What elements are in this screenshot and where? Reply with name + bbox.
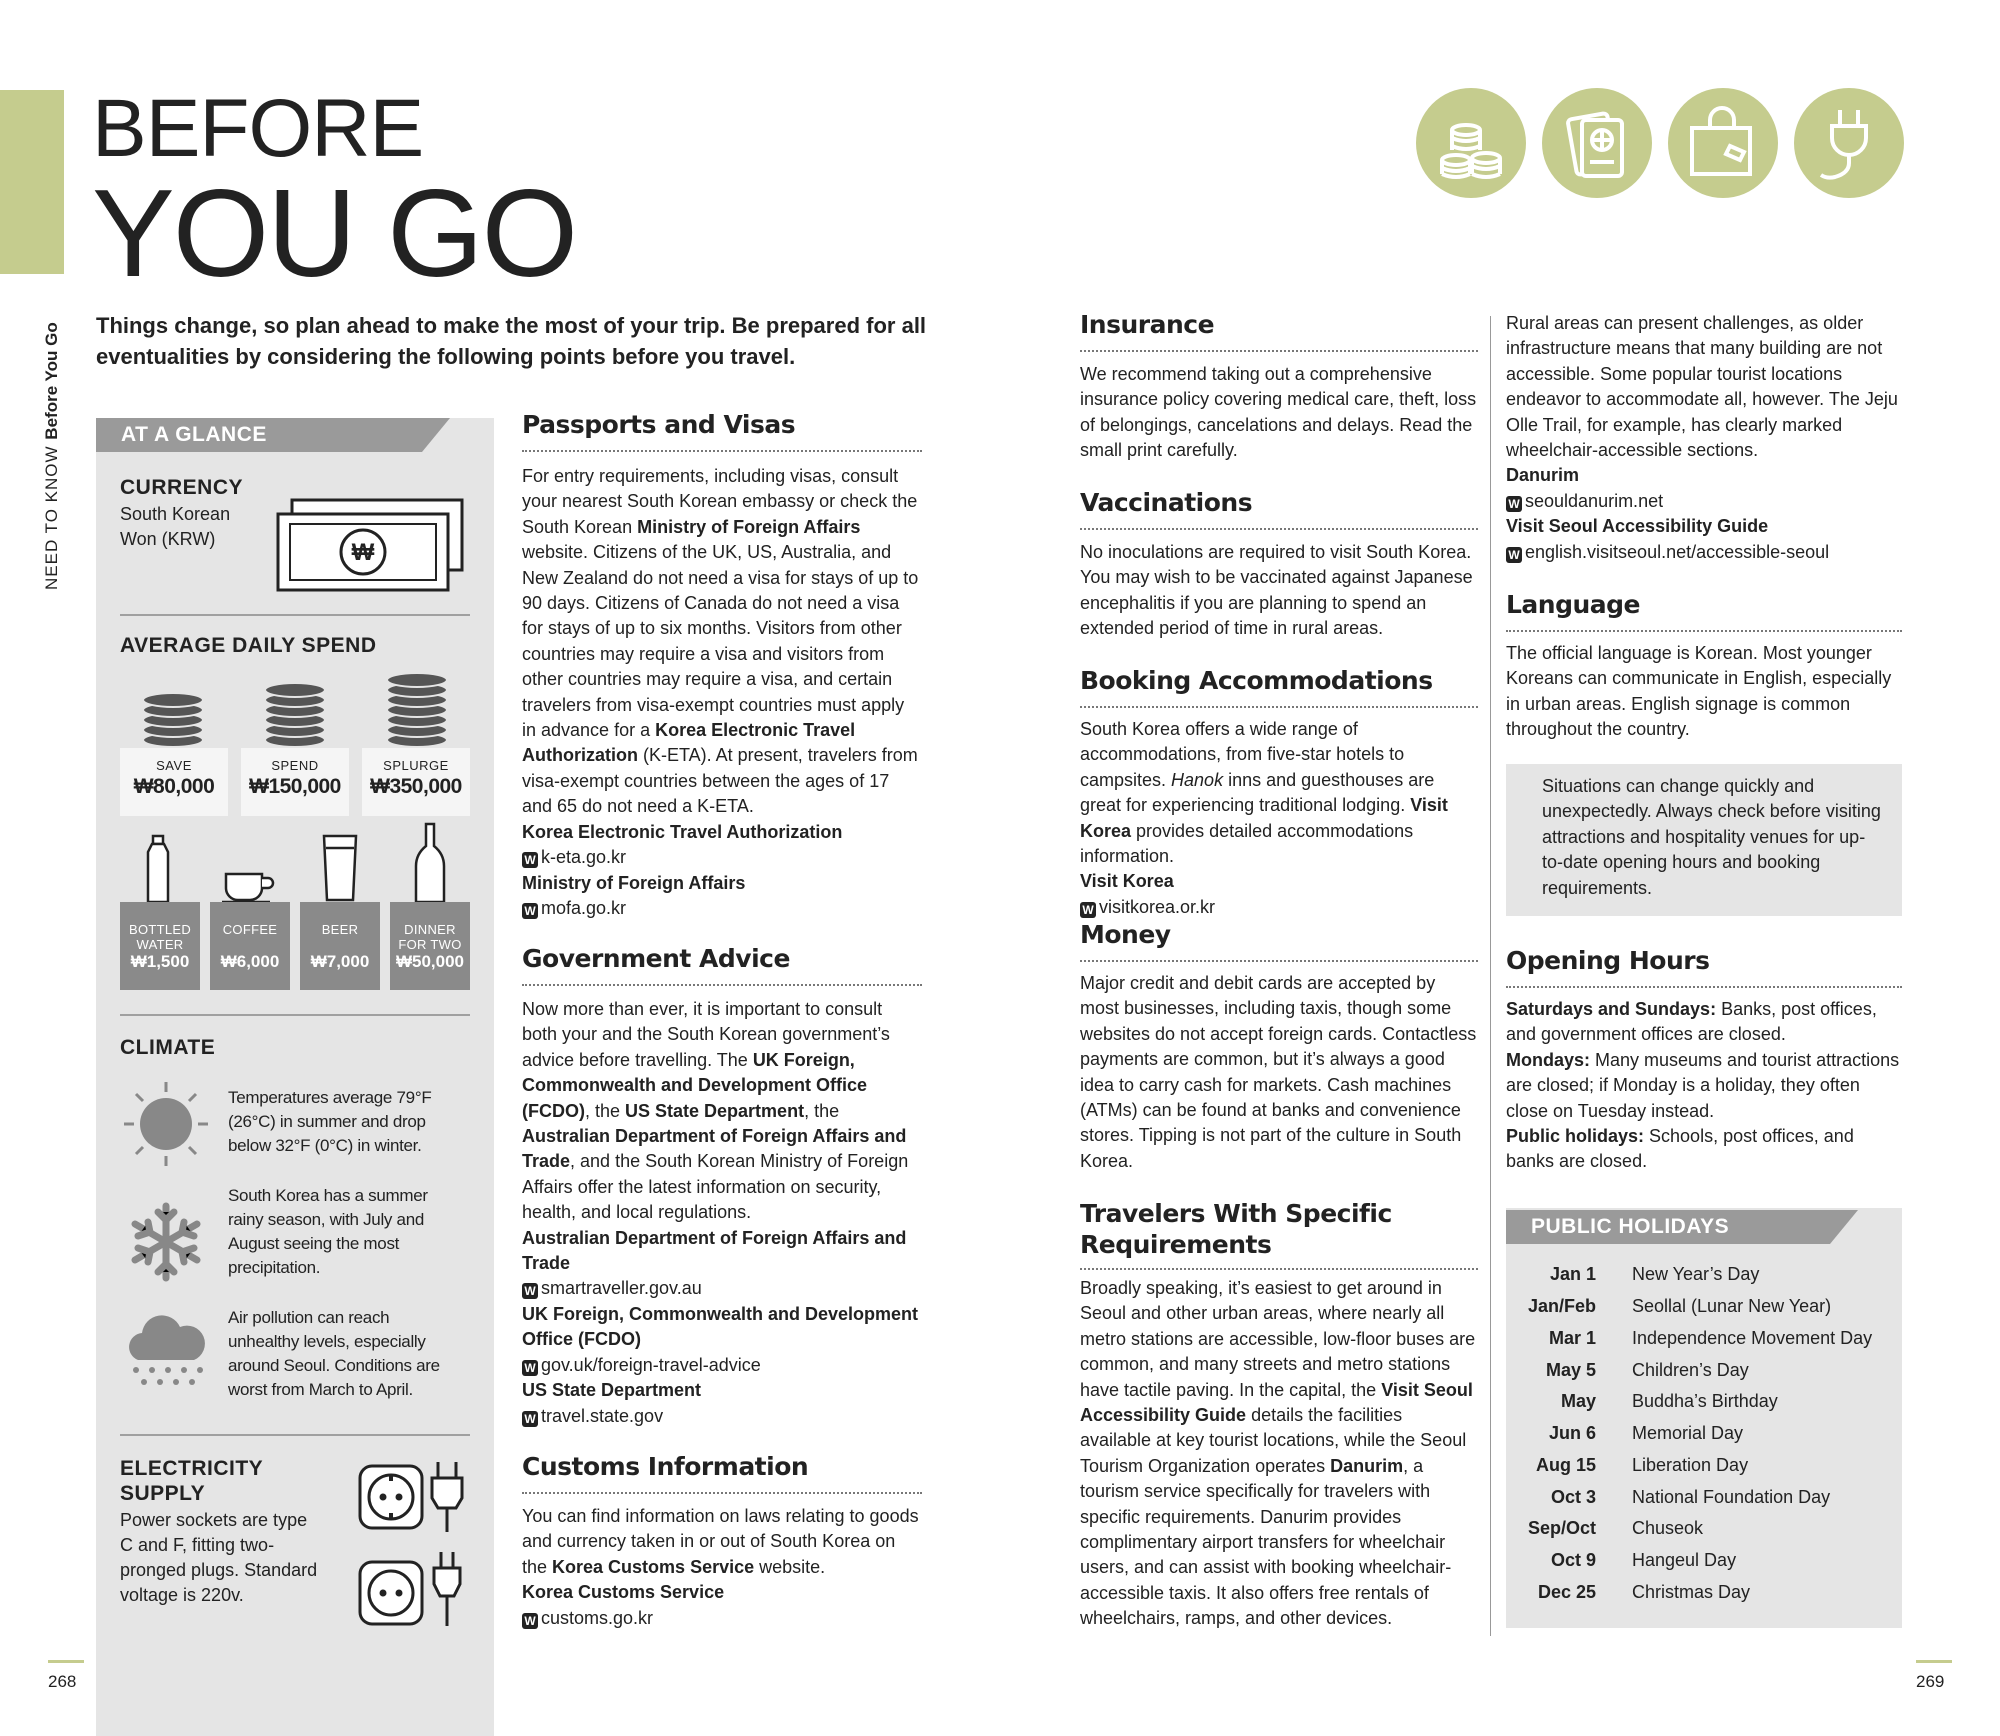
rain-cloud-icon bbox=[124, 1308, 208, 1392]
page-number-right: 269 bbox=[1916, 1672, 1945, 1691]
divider bbox=[1506, 630, 1902, 632]
web-icon: W bbox=[522, 903, 538, 919]
holiday-row: Dec 25 Christmas Day bbox=[1537, 1582, 1751, 1602]
shopping-bag-icon bbox=[1668, 88, 1778, 198]
price-bottled-water: BOTTLED WATER ₩1,500 bbox=[120, 902, 200, 990]
holiday-row: Sep/Oct Chuseok bbox=[1527, 1518, 1704, 1538]
climate-text-air-pollution: Air pollution can reach unhealthy levels, especially around Seoul. Conditions are worst from March to April. bbox=[228, 1308, 440, 1399]
wine-bottle-icon bbox=[412, 822, 448, 904]
currency-heading: CURRENCY bbox=[120, 476, 244, 499]
page-number-bar bbox=[48, 1660, 84, 1663]
holiday-row: Oct 9 Hangeul Day bbox=[1550, 1550, 1737, 1570]
spend-tier-spend: SPEND ₩150,000 bbox=[241, 748, 349, 816]
link-danurim[interactable]: seouldanurim.net bbox=[1525, 490, 1664, 511]
coins-icon bbox=[1416, 88, 1526, 198]
link-mofa[interactable]: mofa.go.kr bbox=[541, 897, 627, 918]
note-text: Situations can change quickly and unexpectedly. Always check before visiting attractions and hospitality venues for up-to-date opening hours and booking requirements. bbox=[1542, 776, 1881, 898]
government-heading: Government Advice bbox=[522, 944, 790, 973]
page-number-left: 268 bbox=[48, 1672, 77, 1691]
insurance-text: We recommend taking out a comprehensive insurance policy covering medical care, theft, loss of belongings, cancelations and delays. Read the small print carefully. bbox=[1080, 364, 1477, 461]
daily-spend-heading: AVERAGE DAILY SPEND bbox=[120, 634, 377, 657]
language-text: The official language is Korean. Most younger Koreans can communicate in English, especially in urban areas. English signage is common throughout the country. bbox=[1506, 643, 1892, 740]
link-visitkorea[interactable]: visitkorea.or.kr bbox=[1099, 896, 1216, 917]
link-k-eta[interactable]: k-eta.go.kr bbox=[541, 847, 627, 868]
coffee-cup-icon bbox=[220, 870, 280, 906]
at-a-glance-banner: AT A GLANCE bbox=[96, 418, 422, 452]
page-number-bar bbox=[1916, 1660, 1952, 1663]
holiday-row: May Buddha’s Birthday bbox=[1560, 1391, 1778, 1411]
opening-hours-heading: Opening Hours bbox=[1506, 946, 1710, 975]
divider bbox=[1080, 350, 1478, 352]
divider bbox=[522, 984, 922, 986]
coin-stack-icon bbox=[140, 688, 206, 748]
climate-text-temperature: Temperatures average 79°F (26°C) in summer and drop below 32°F (0°C) in winter. bbox=[228, 1088, 432, 1155]
divider bbox=[1080, 960, 1478, 962]
web-icon: W bbox=[522, 1613, 538, 1629]
web-icon: W bbox=[522, 852, 538, 868]
opening-hours-text: Saturdays and Sundays: Banks, post offices, and government offices are closed. Mondays: Many museums and tourist attractions are closed; if Monday is a holiday, they often close on Tuesday instead. Public holidays: Schools, post offices, and banks are closed. bbox=[1506, 999, 1900, 1172]
divider bbox=[522, 450, 922, 452]
vaccinations-heading: Vaccinations bbox=[1080, 488, 1253, 517]
electricity-heading: ELECTRICITY SUPPLY bbox=[120, 1457, 263, 1505]
price-coffee: COFFEE ₩6,000 bbox=[210, 902, 290, 990]
holiday-row: Aug 15 Liberation Day bbox=[1535, 1455, 1749, 1475]
link-customs[interactable]: customs.go.kr bbox=[541, 1607, 654, 1628]
divider bbox=[120, 1014, 470, 1016]
climate-heading: CLIMATE bbox=[120, 1036, 216, 1059]
spend-tier-save: SAVE ₩80,000 bbox=[120, 748, 228, 816]
travelers-text-continued: Rural areas can present challenges, as older infrastructure means that many building are not accessible. Some popular tourist locations endeavor to accommodate all, however. The Jeju Olle Trail, for example, has clearly marked wheelchair-accessible sections. Danurim W seouldanurim.net Visit Seoul Accessibility Guide W english.visitseoul.net/accessible-seoul bbox=[1506, 313, 1898, 562]
holiday-row: Jan 1 New Year’s Day bbox=[1549, 1264, 1760, 1284]
page-title-line1: BEFORE bbox=[92, 83, 424, 174]
travelers-text: Broadly speaking, it’s easiest to get around in Seoul and other urban areas, where nearly all metro stations are accessible, low-floor buses are common, and many streets and metro stations have tactile paving. In the capital, the Visit Seoul Accessibility Guide details the facilities available at key tourist locations, while the Seoul Tourism Organization operates Danurim, a tourism service specifically for travelers with specific requirements. Danurim provides complimentary airport transfers for wheelchair users, and can assist with booking wheelchair-accessible taxis. It also offers free rentals of wheelchairs, ramps, and other devices. bbox=[1080, 1278, 1476, 1629]
money-heading: Money bbox=[1080, 920, 1171, 949]
intro-text: Things change, so plan ahead to make the most of your trip. Be prepared for all eventualities by considering the following points before you travel. bbox=[96, 313, 927, 369]
sun-icon bbox=[120, 1078, 212, 1170]
divider bbox=[1080, 1268, 1478, 1270]
beer-glass-icon bbox=[320, 832, 360, 904]
price-dinner-for-two: DINNER FOR TWO ₩50,000 bbox=[390, 902, 470, 990]
column-rule bbox=[1490, 316, 1491, 1636]
electricity-text: Power sockets are type C and F, fitting two-pronged plugs. Standard voltage is 220v. bbox=[120, 1510, 318, 1605]
web-icon: W bbox=[522, 1360, 538, 1376]
svg-text:₩: ₩ bbox=[351, 539, 375, 566]
currency-text: South Korean Won (KRW) bbox=[120, 504, 231, 549]
page-title-line2: YOU GO bbox=[92, 165, 577, 303]
web-icon: W bbox=[522, 1283, 538, 1299]
web-icon: W bbox=[1506, 496, 1522, 512]
government-text: Now more than ever, it is important to consult both your and the South Korean government’s advice before travelling. The UK Foreign, Commonwealth and Development Office (FCDO), the US State Department, the Australian Department of Foreign Affairs and Trade, and the South Korean Ministry of Foreign Affairs offer the latest information on security, health, and local regulations. Australian Department of Foreign Affairs and Trade W smartraveller.gov.au UK Foreign, Commonwealth and Development Office (FCDO) W gov.uk/foreign-travel-advice US State Department W travel.state.gov bbox=[522, 999, 919, 1426]
holiday-row: Jun 6 Memorial Day bbox=[1548, 1423, 1744, 1443]
passports-heading: Passports and Visas bbox=[522, 410, 796, 439]
holiday-row: May 5 Children’s Day bbox=[1545, 1360, 1749, 1380]
booking-text: South Korea offers a wide range of accommodations, from five-star hotels to campsites. Hanok inns and guesthouses are great for experiencing traditional lodging. Visit Korea provides detailed accommodations information. Visit Korea W visitkorea.or.kr bbox=[1080, 719, 1448, 917]
web-icon: W bbox=[522, 1411, 538, 1427]
divider bbox=[522, 1492, 922, 1494]
language-heading: Language bbox=[1506, 590, 1641, 619]
passport-icon bbox=[1542, 88, 1652, 198]
vaccinations-text: No inoculations are required to visit South Korea. You may wish to be vaccinated against Japanese encephalitis if you are planning to spend an extended period of time in rural areas. bbox=[1080, 542, 1473, 639]
running-head: NEED TO KNOW Before You Go bbox=[42, 322, 61, 590]
chapter-tab bbox=[0, 90, 64, 274]
bottle-icon bbox=[142, 834, 174, 904]
climate-text-rainy-season: South Korea has a summer rainy season, with July and August seeing the most precipitation. bbox=[228, 1186, 428, 1277]
banknote-icon bbox=[272, 496, 472, 600]
customs-text: You can find information on laws relating to goods and currency taken in or out of South Korea on the Korea Customs Service website. Korea Customs Service W customs.go.kr bbox=[522, 1506, 919, 1628]
holiday-row: Oct 3 National Foundation Day bbox=[1550, 1487, 1831, 1507]
divider bbox=[1506, 986, 1902, 988]
socket-type-f-icon bbox=[356, 1458, 476, 1534]
web-icon: W bbox=[1080, 902, 1096, 918]
web-icon: W bbox=[1506, 547, 1522, 563]
passports-text: For entry requirements, including visas, consult your nearest South Korean embassy or check the South Korean Ministry of Foreign Affairs website. Citizens of the UK, US, Australia, and New Zealand do not need a visa for stays of up to 90 days. Citizens of Canada do not need a visa for stays of up to six months. Visitors from other countries may require a visa and visitors from other countries may require a visa, and certain travelers from visa-exempt countries must apply in advance for a Korea Electronic Travel Authorization (K-ETA). At present, travelers from visa-exempt countries between the ages of 17 and 65 do not need a K-ETA. Korea Electronic Travel Authorization W k-eta.go.kr Ministry of Foreign Affairs W mofa.go.kr bbox=[522, 466, 919, 918]
price-beer: BEER ₩7,000 bbox=[300, 902, 380, 990]
travelers-heading: Travelers With Specific Requirements bbox=[1080, 1199, 1392, 1259]
public-holidays-banner: PUBLIC HOLIDAYS bbox=[1506, 1210, 1830, 1244]
snowflake-icon bbox=[124, 1200, 208, 1284]
holiday-row: Jan/Feb Seollal (Lunar New Year) bbox=[1527, 1296, 1832, 1316]
divider bbox=[1080, 706, 1478, 708]
money-text: Major credit and debit cards are accepted by most businesses, including taxis, though some websites do not accept foreign cards. Contactless payments are common, but it’s always a good idea to carry cash for markets. Cash machines (ATMs) can be found at banks and convenience stores. Tipping is not part of the culture in South Korea. bbox=[1080, 973, 1477, 1171]
divider bbox=[1080, 528, 1478, 530]
plug-icon bbox=[1794, 88, 1904, 198]
link-travel-state[interactable]: travel.state.gov bbox=[541, 1405, 664, 1426]
booking-heading: Booking Accommodations bbox=[1080, 666, 1433, 695]
link-smartraveller[interactable]: smartraveller.gov.au bbox=[541, 1278, 702, 1299]
holiday-row: Mar 1 Independence Movement Day bbox=[1548, 1328, 1873, 1348]
divider bbox=[120, 1434, 470, 1436]
insurance-heading: Insurance bbox=[1080, 310, 1215, 339]
coin-stack-icon bbox=[262, 676, 328, 748]
customs-heading: Customs Information bbox=[522, 1452, 809, 1481]
coin-stack-icon bbox=[384, 664, 450, 748]
socket-type-c-icon bbox=[356, 1550, 476, 1630]
link-gov-uk[interactable]: gov.uk/foreign-travel-advice bbox=[541, 1354, 761, 1375]
divider bbox=[120, 614, 470, 616]
link-visitseoul[interactable]: english.visitseoul.net/accessible-seoul bbox=[1525, 541, 1830, 562]
spend-tier-splurge: SPLURGE ₩350,000 bbox=[362, 748, 470, 816]
